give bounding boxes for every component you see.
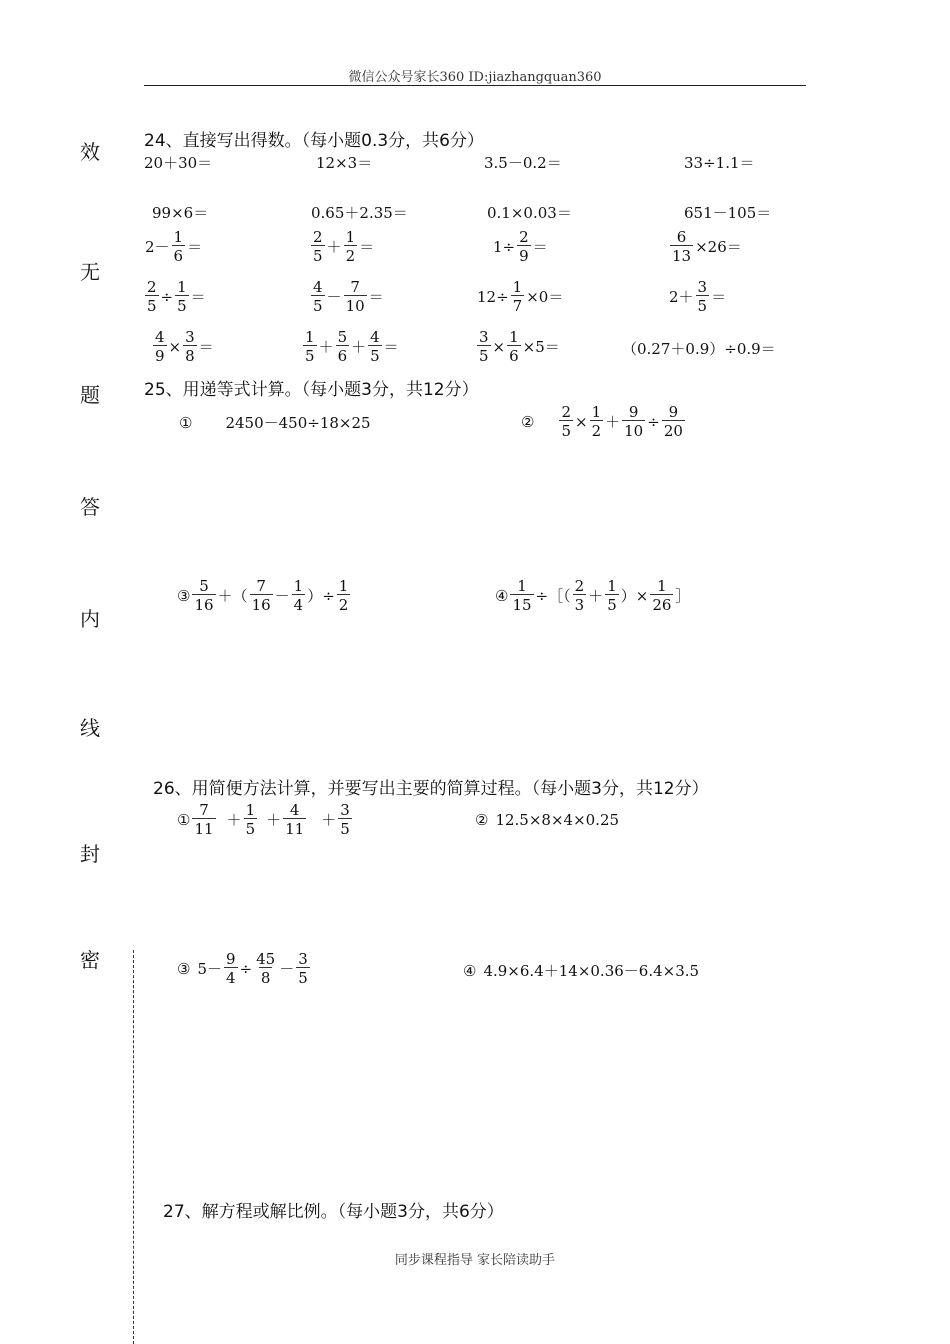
fraction <box>590 404 604 439</box>
q24-item: 33÷1.1＝ <box>684 154 755 172</box>
numerator: 5 <box>199 577 209 595</box>
q26-title: 26、用简便方法计算，并要写出主要的简算过程。（每小题3分，共12分） <box>153 779 709 799</box>
denominator: 16 <box>251 596 271 614</box>
numerator: 1 <box>305 328 315 346</box>
denominator: 3 <box>574 596 585 614</box>
q24-item: 3.5－0.2＝ <box>484 154 562 172</box>
operator: ＋ <box>326 238 342 256</box>
denominator: 5 <box>370 347 380 365</box>
fraction <box>477 329 491 364</box>
seal-char: 线 <box>80 716 100 740</box>
fraction <box>622 404 645 439</box>
fraction <box>153 329 167 364</box>
problem-number: ① <box>177 810 191 829</box>
operator: － <box>279 960 295 978</box>
fraction <box>559 404 573 439</box>
numerator: 3 <box>340 801 350 819</box>
operator: × <box>492 337 506 356</box>
denominator: 5 <box>313 247 323 265</box>
fraction <box>311 229 325 264</box>
expr-text: ＝ <box>532 238 548 256</box>
operator: ÷ <box>160 287 174 306</box>
operator: ＋ <box>266 811 282 829</box>
numerator: 3 <box>479 328 489 346</box>
q24-item: （0.27＋0.9）÷0.9＝ <box>622 340 776 358</box>
operator: ＋ <box>321 811 337 829</box>
numerator: 1 <box>591 403 602 421</box>
q24-item <box>310 279 385 314</box>
denominator: 5 <box>147 297 157 315</box>
denominator: 2 <box>591 422 602 440</box>
fraction <box>670 229 693 264</box>
operator: ＋ <box>605 413 621 431</box>
expr-text: 4.9×6.4＋14×0.36－6.4×3.5 <box>483 962 700 980</box>
seal-char: 封 <box>80 842 100 866</box>
numerator: 1 <box>173 228 184 246</box>
fraction <box>650 578 673 613</box>
q24-item <box>302 329 400 364</box>
q26-problem-2 <box>474 811 620 829</box>
fraction <box>337 578 351 613</box>
operator: ＋（ <box>217 587 248 605</box>
q27-title: 27、解方程或解比例。（每小题3分，共6分） <box>163 1202 504 1222</box>
problem-number: ② <box>521 412 535 431</box>
fraction <box>338 802 352 837</box>
fraction <box>511 279 525 314</box>
expr-text: ×0＝ <box>526 288 564 306</box>
operator: × <box>168 337 182 356</box>
q25-problem-2 <box>520 404 686 439</box>
denominator: 9 <box>519 247 529 265</box>
denominator: 11 <box>285 820 305 838</box>
fraction <box>344 229 358 264</box>
operator: ＋ <box>318 338 334 356</box>
operator: × <box>575 412 588 431</box>
numerator: 1 <box>293 577 304 595</box>
fraction <box>517 229 531 264</box>
q24-item <box>144 279 207 314</box>
denominator: 8 <box>185 347 195 365</box>
numerator: 9 <box>226 950 236 968</box>
denominator: 16 <box>194 596 214 614</box>
denominator: 6 <box>509 347 519 365</box>
numerator: 2 <box>574 577 585 595</box>
q24-item <box>668 279 727 314</box>
problem-number: ② <box>475 811 489 829</box>
q24-item: 20＋30＝ <box>144 154 213 172</box>
expr-text: ＝ <box>711 288 727 306</box>
expr-text: ＝ <box>383 338 399 356</box>
denominator: 13 <box>672 247 692 265</box>
q24-item <box>310 229 375 264</box>
expr-text: 2－ <box>145 238 170 256</box>
problem-number: ④ <box>463 961 477 980</box>
numerator: 45 <box>256 950 276 968</box>
operator: ÷ <box>647 412 660 431</box>
numerator: 3 <box>697 278 708 296</box>
fraction <box>336 329 350 364</box>
numerator: 1 <box>245 801 256 819</box>
q24-item <box>492 229 549 264</box>
expr-text: ＝ <box>187 238 203 256</box>
numerator: 2 <box>313 228 323 246</box>
fraction <box>311 279 325 314</box>
denominator: 11 <box>194 820 214 838</box>
fraction <box>172 229 186 264</box>
denominator: 5 <box>697 297 708 315</box>
denominator: 2 <box>345 247 356 265</box>
denominator: 9 <box>155 347 165 365</box>
q26-problem-3 <box>176 951 311 986</box>
q25-problem-1 <box>178 412 372 433</box>
header-rule <box>144 85 806 86</box>
page-footer: 同步课程指导 家长陪读助手 <box>394 1253 556 1268</box>
numerator: 1 <box>657 577 667 595</box>
seal-char: 效 <box>80 140 100 164</box>
problem-number: ① <box>179 413 193 432</box>
denominator: 10 <box>624 422 644 440</box>
denominator: 5 <box>245 820 256 838</box>
page-header: 微信公众号家长360 ID:jiazhangquan360 <box>348 70 602 85</box>
fraction <box>224 951 238 986</box>
expr-text: ×5＝ <box>522 338 560 356</box>
numerator: 7 <box>199 801 209 819</box>
denominator: 5 <box>305 347 315 365</box>
operator: ÷［（ <box>535 587 571 605</box>
numerator: 9 <box>668 403 679 421</box>
q24-item <box>476 329 561 364</box>
denominator: 5 <box>561 422 571 440</box>
problem-number: ③ <box>177 586 191 605</box>
q24-title: 24、直接写出得数。（每小题0.3分，共6分） <box>144 131 484 151</box>
seal-char: 答 <box>80 495 100 519</box>
q26-problem-4 <box>462 960 700 981</box>
fraction <box>192 802 215 837</box>
seal-dashed-line <box>133 950 134 1344</box>
numerator: 1 <box>517 577 527 595</box>
denominator: 5 <box>340 820 350 838</box>
numerator: 4 <box>289 801 300 819</box>
numerator: 2 <box>519 228 529 246</box>
denominator: 10 <box>345 297 365 315</box>
operator: － <box>326 288 342 306</box>
denominator: 5 <box>313 297 323 315</box>
denominator: 2 <box>338 596 349 614</box>
fraction <box>283 802 306 837</box>
fraction <box>605 578 619 613</box>
expr-text: ＝ <box>198 338 214 356</box>
denominator: 5 <box>479 347 489 365</box>
expr-text: 5－ <box>197 960 222 978</box>
denominator: 6 <box>337 347 348 365</box>
problem-number: ④ <box>495 586 509 605</box>
numerator: 4 <box>313 278 323 296</box>
fraction <box>573 578 587 613</box>
operator: － <box>274 587 290 605</box>
fraction <box>368 329 382 364</box>
numerator: 1 <box>509 328 519 346</box>
expr-text: ＝ <box>190 288 206 306</box>
q24-item <box>152 329 215 364</box>
numerator: 6 <box>676 228 687 246</box>
fraction <box>254 951 277 986</box>
expr-text: 12÷ <box>477 287 509 306</box>
seal-char: 无 <box>80 260 100 284</box>
expr-text: ×26＝ <box>695 238 742 256</box>
q24-item <box>669 229 743 264</box>
fraction <box>183 329 197 364</box>
expr-text: ＝ <box>359 238 375 256</box>
numerator: 7 <box>350 278 360 296</box>
numerator: 3 <box>298 950 308 968</box>
fraction <box>250 578 273 613</box>
numerator: 9 <box>628 403 639 421</box>
denominator: 6 <box>173 247 184 265</box>
numerator: 1 <box>512 278 523 296</box>
numerator: 1 <box>607 577 617 595</box>
denominator: 4 <box>226 969 236 987</box>
numerator: 4 <box>155 328 165 346</box>
fraction <box>507 329 521 364</box>
seal-char: 密 <box>80 948 100 972</box>
q24-item <box>144 229 203 264</box>
fraction <box>244 802 258 837</box>
q24-item: 12×3＝ <box>316 154 373 172</box>
expr-text: 1÷ <box>493 237 516 256</box>
fraction <box>662 404 685 439</box>
operator: ÷ <box>239 959 253 978</box>
denominator: 5 <box>298 969 308 987</box>
numerator: 1 <box>338 577 349 595</box>
denominator: 8 <box>260 969 271 987</box>
operator: ＋ <box>226 811 242 829</box>
denominator: 5 <box>177 297 187 315</box>
denominator: 26 <box>652 596 672 614</box>
operator: ）× <box>620 587 649 605</box>
expr-text: ＝ <box>368 288 384 306</box>
denominator: 15 <box>512 596 532 614</box>
denominator: 4 <box>293 596 304 614</box>
fraction <box>292 578 306 613</box>
q25-problem-3 <box>176 578 351 613</box>
q24-item: 99×6＝ <box>152 204 209 222</box>
fraction <box>696 279 710 314</box>
fraction <box>175 279 189 314</box>
numerator: 3 <box>185 328 195 346</box>
denominator: 7 <box>512 297 523 315</box>
seal-char: 题 <box>80 383 100 407</box>
q24-item <box>476 279 564 314</box>
fraction <box>192 578 215 613</box>
numerator: 7 <box>256 577 266 595</box>
expr-text: 2450－450÷18×25 <box>225 414 371 432</box>
operator: ）÷ <box>307 587 335 605</box>
fraction <box>296 951 310 986</box>
fraction <box>145 279 159 314</box>
denominator: 20 <box>663 422 683 440</box>
numerator: 2 <box>147 278 157 296</box>
numerator: 4 <box>370 328 380 346</box>
fraction <box>303 329 317 364</box>
operator: ＋ <box>351 338 367 356</box>
fraction <box>510 578 533 613</box>
q24-item: 0.65＋2.35＝ <box>311 204 408 222</box>
q25-title: 25、用递等式计算。（每小题3分，共12分） <box>144 380 479 400</box>
q24-item: 651－105＝ <box>684 204 772 222</box>
numerator: 1 <box>177 278 187 296</box>
expr-text: ］ <box>675 587 691 605</box>
numerator: 1 <box>345 228 356 246</box>
numerator: 5 <box>337 328 348 346</box>
q26-problem-1 <box>176 802 353 837</box>
denominator: 5 <box>607 596 617 614</box>
q24-item: 0.1×0.03＝ <box>487 204 572 222</box>
expr-text: 2＋ <box>669 288 694 306</box>
operator: ＋ <box>588 587 604 605</box>
q25-problem-4 <box>494 578 691 613</box>
numerator: 2 <box>561 403 571 421</box>
seal-char: 内 <box>80 607 100 631</box>
problem-number: ③ <box>177 959 191 978</box>
expr-text: 12.5×8×4×0.25 <box>495 811 620 829</box>
fraction <box>344 279 367 314</box>
